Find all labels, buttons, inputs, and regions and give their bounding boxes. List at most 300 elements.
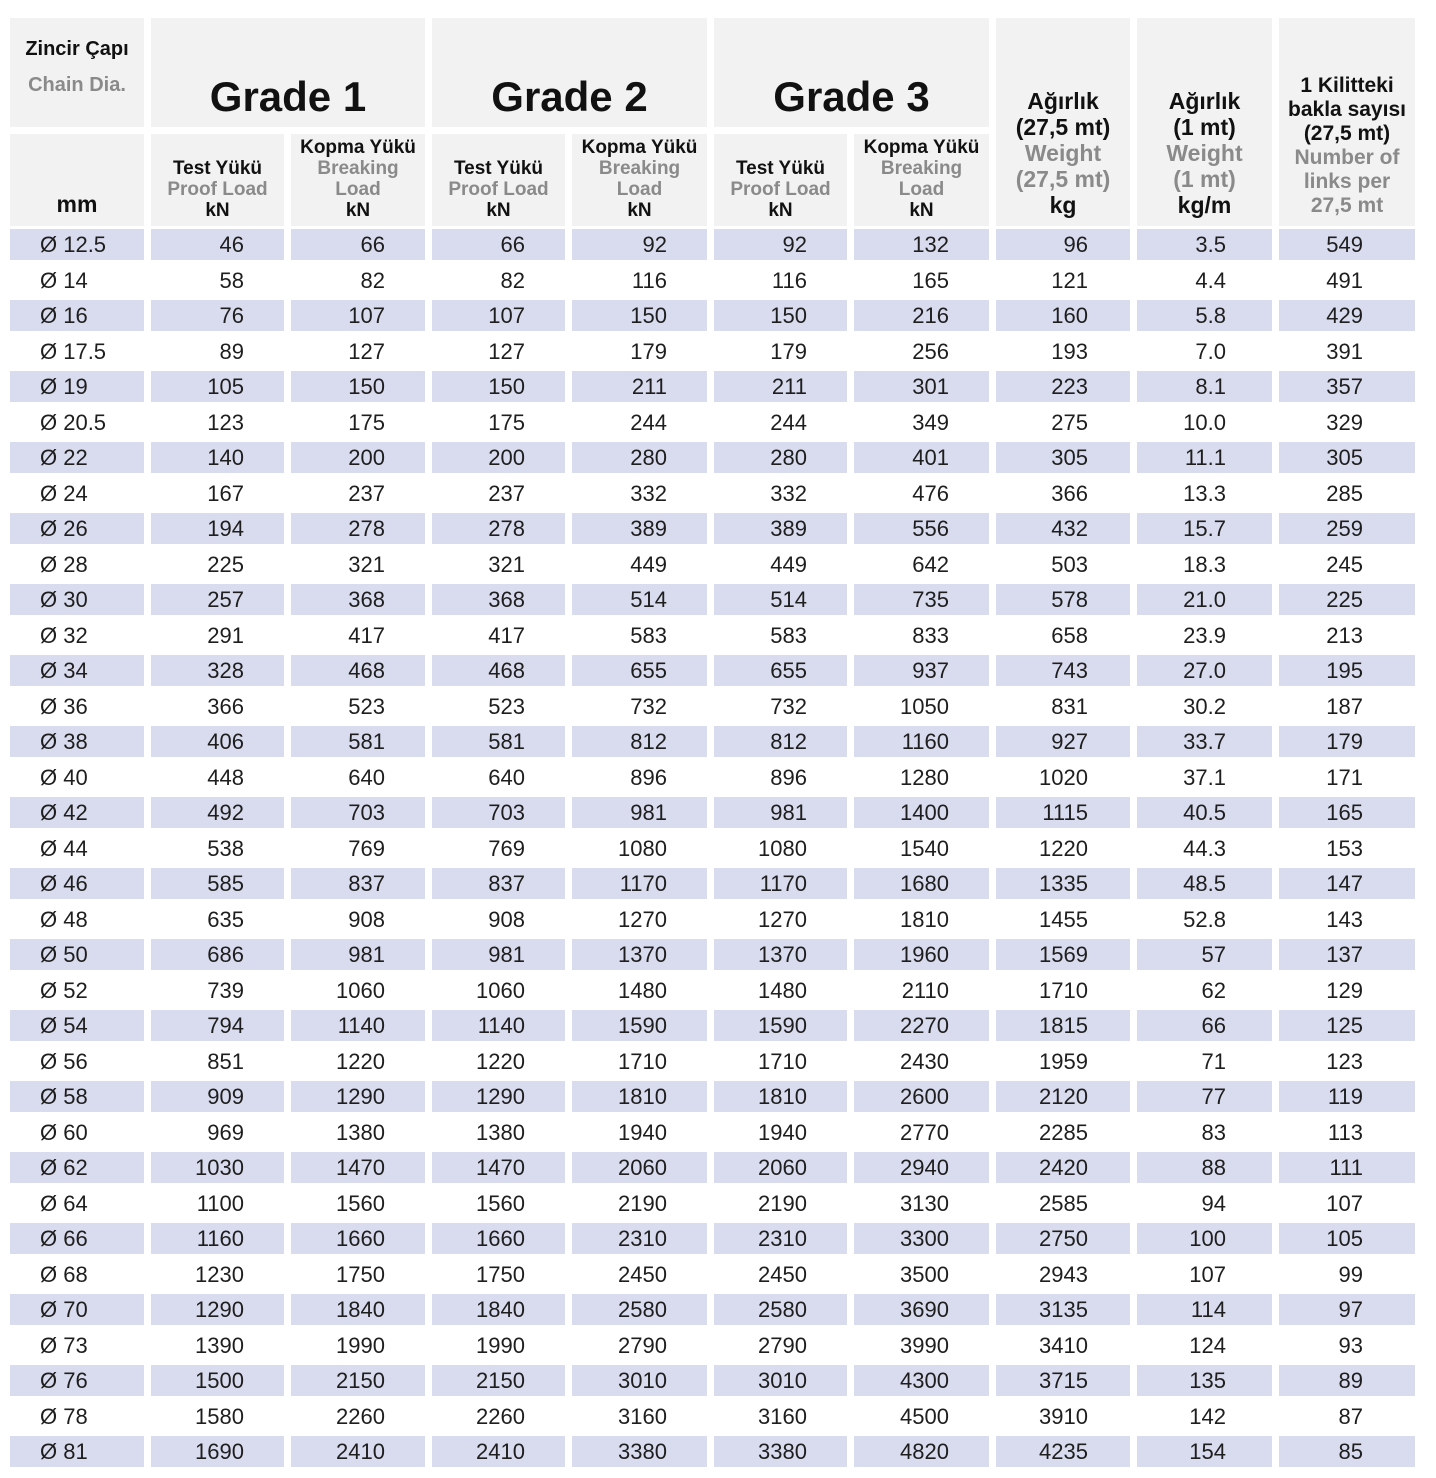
grade-2-breaking-load-cell: 2310 — [572, 1223, 707, 1254]
grade-2-proof-load-cell: 908 — [432, 904, 565, 935]
links-per-27-5-mt-cell: 357 — [1279, 371, 1415, 402]
breaking-load-label-tr: Kopma Yükü — [300, 137, 416, 158]
weight-meter-label-tr-2: (1 mt) — [1173, 114, 1236, 140]
diameter-cell: Ø 36 — [10, 691, 144, 722]
grade-3-breaking-load-cell: 3500 — [854, 1259, 989, 1290]
weight-per-meter-cell: 66 — [1137, 1010, 1272, 1041]
links-per-27-5-mt-cell: 213 — [1279, 620, 1415, 651]
table-row — [0, 582, 1436, 618]
grade-1-breaking-load-cell: 837 — [291, 868, 425, 899]
grade-3-proof-load-cell: 116 — [714, 265, 847, 296]
grade-2-title: Grade 2 — [491, 72, 648, 120]
diameter-cell: Ø 52 — [10, 975, 144, 1006]
grade-3-proof-load-cell: 514 — [714, 584, 847, 615]
links-per-27-5-mt-cell: 153 — [1279, 833, 1415, 864]
grade-2-proof-load-cell: 150 — [432, 371, 565, 402]
breaking-load-unit: kN — [627, 200, 652, 221]
diameter-cell: Ø 28 — [10, 549, 144, 580]
diameter-cell: Ø 68 — [10, 1259, 144, 1290]
grade-2-proof-load-cell: 1560 — [432, 1188, 565, 1219]
chain-diameter-header — [10, 18, 144, 127]
table-row — [0, 1257, 1436, 1293]
grade-1-breaking-load-cell: 1290 — [291, 1081, 425, 1112]
grade-2-proof-load-cell: 1660 — [432, 1223, 565, 1254]
table-row — [0, 476, 1436, 512]
grade-3-proof-load-cell: 389 — [714, 513, 847, 544]
weight-27-5-mt-cell: 223 — [996, 371, 1130, 402]
grade-1-breaking-load-header — [291, 134, 425, 226]
grade-1-breaking-load-cell: 2150 — [291, 1365, 425, 1396]
grade-1-proof-load-cell: 538 — [151, 833, 284, 864]
diameter-cell: Ø 60 — [10, 1117, 144, 1148]
links-per-27-5-mt-cell: 259 — [1279, 513, 1415, 544]
diameter-cell: Ø 58 — [10, 1081, 144, 1112]
grade-1-proof-load-cell: 1100 — [151, 1188, 284, 1219]
grade-2-proof-load-cell: 468 — [432, 655, 565, 686]
table-row — [0, 760, 1436, 796]
grade-1-proof-load-cell: 1160 — [151, 1223, 284, 1254]
grade-2-proof-load-cell: 1380 — [432, 1117, 565, 1148]
proof-load-label-en: Proof Load — [448, 179, 549, 200]
grade-2-breaking-load-cell: 2580 — [572, 1294, 707, 1325]
links-per-27-5-mt-cell: 105 — [1279, 1223, 1415, 1254]
links-per-27-5-mt-cell: 195 — [1279, 655, 1415, 686]
weight-27-5-mt-cell: 3410 — [996, 1330, 1130, 1361]
grade-1-proof-load-header — [151, 134, 284, 226]
diameter-cell: Ø 34 — [10, 655, 144, 686]
grade-3-proof-load-cell: 1480 — [714, 975, 847, 1006]
grade-2-breaking-load-cell: 449 — [572, 549, 707, 580]
grade-1-breaking-load-cell: 769 — [291, 833, 425, 864]
grade-1-proof-load-cell: 291 — [151, 620, 284, 651]
links-per-27-5-mt-cell: 129 — [1279, 975, 1415, 1006]
table-row — [0, 1328, 1436, 1364]
grade-2-breaking-load-cell: 1810 — [572, 1081, 707, 1112]
grade-3-breaking-load-cell: 735 — [854, 584, 989, 615]
weight-27-5-mt-cell: 927 — [996, 726, 1130, 757]
grade-1-breaking-load-cell: 82 — [291, 265, 425, 296]
grade-2-breaking-load-cell: 1710 — [572, 1046, 707, 1077]
breaking-load-label-en-1: Breaking — [880, 158, 963, 179]
links-per-27-5-mt-cell: 85 — [1279, 1436, 1415, 1467]
table-row — [0, 1044, 1436, 1080]
links-per-27-5-mt-cell: 143 — [1279, 904, 1415, 935]
chain-diameter-label-en: Chain Dia. — [28, 74, 126, 96]
links-per-27-5-mt-cell: 391 — [1279, 336, 1415, 367]
grade-1-breaking-load-cell: 368 — [291, 584, 425, 615]
links-label-en-2: links per — [1303, 170, 1391, 193]
grade-3-proof-load-cell: 150 — [714, 300, 847, 331]
grade-1-proof-load-cell: 909 — [151, 1081, 284, 1112]
grade-2-breaking-load-cell: 3160 — [572, 1401, 707, 1432]
grade-1-breaking-load-cell: 200 — [291, 442, 425, 473]
weight-total-unit: kg — [1049, 192, 1077, 218]
grade-1-header — [151, 18, 425, 127]
weight-per-meter-cell: 94 — [1137, 1188, 1272, 1219]
weight-per-meter-cell: 48.5 — [1137, 868, 1272, 899]
weight-per-meter-cell: 33.7 — [1137, 726, 1272, 757]
weight-27-5-mt-cell: 3910 — [996, 1401, 1130, 1432]
breaking-load-unit: kN — [345, 200, 371, 221]
grade-3-proof-load-cell: 92 — [714, 229, 847, 260]
weight-meter-label-en-2: (1 mt) — [1173, 166, 1236, 192]
grade-2-proof-load-cell: 107 — [432, 300, 565, 331]
diameter-cell: Ø 16 — [10, 300, 144, 331]
grade-2-breaking-load-cell: 896 — [572, 762, 707, 793]
grade-2-proof-load-cell: 703 — [432, 797, 565, 828]
grade-3-proof-load-cell: 211 — [714, 371, 847, 402]
weight-meter-unit: kg/m — [1177, 192, 1232, 218]
grade-1-breaking-load-cell: 523 — [291, 691, 425, 722]
grade-1-breaking-load-cell: 278 — [291, 513, 425, 544]
weight-per-meter-cell: 77 — [1137, 1081, 1272, 1112]
grade-2-proof-load-cell: 2260 — [432, 1401, 565, 1432]
grade-1-proof-load-cell: 851 — [151, 1046, 284, 1077]
grade-2-proof-load-cell: 523 — [432, 691, 565, 722]
grade-2-proof-load-cell: 417 — [432, 620, 565, 651]
links-per-27-5-mt-cell: 137 — [1279, 939, 1415, 970]
grade-1-proof-load-cell: 1230 — [151, 1259, 284, 1290]
diameter-cell: Ø 32 — [10, 620, 144, 651]
grade-1-proof-load-cell: 739 — [151, 975, 284, 1006]
weight-per-meter-cell: 5.8 — [1137, 300, 1272, 331]
weight-meter-label-en-1: Weight — [1166, 140, 1243, 166]
table-row — [0, 795, 1436, 831]
weight-27-5-mt-cell: 366 — [996, 478, 1130, 509]
weight-27-5-mt-cell: 432 — [996, 513, 1130, 544]
grade-2-proof-load-cell: 769 — [432, 833, 565, 864]
grade-2-proof-load-header — [432, 134, 565, 226]
weight-per-meter-cell: 13.3 — [1137, 478, 1272, 509]
grade-2-breaking-load-header — [572, 134, 707, 226]
weight-27-5-mt-cell: 275 — [996, 407, 1130, 438]
grade-3-breaking-load-cell: 833 — [854, 620, 989, 651]
weight-per-meter-cell: 15.7 — [1137, 513, 1272, 544]
grade-3-breaking-load-cell: 2110 — [854, 975, 989, 1006]
table-row — [0, 334, 1436, 370]
table-row — [0, 405, 1436, 441]
links-per-27-5-mt-cell: 113 — [1279, 1117, 1415, 1148]
table-row — [0, 1221, 1436, 1257]
grade-1-proof-load-cell: 635 — [151, 904, 284, 935]
grade-3-breaking-load-cell: 1400 — [854, 797, 989, 828]
grade-3-proof-load-cell: 732 — [714, 691, 847, 722]
grade-1-breaking-load-cell: 1560 — [291, 1188, 425, 1219]
diameter-cell: Ø 42 — [10, 797, 144, 828]
proof-load-label-en: Proof Load — [167, 179, 268, 200]
breaking-load-label-en-2: Load — [898, 179, 945, 200]
grade-2-proof-load-cell: 278 — [432, 513, 565, 544]
grade-2-proof-load-cell: 1290 — [432, 1081, 565, 1112]
grade-1-breaking-load-cell: 321 — [291, 549, 425, 580]
grade-3-proof-load-cell: 280 — [714, 442, 847, 473]
grade-3-breaking-load-cell: 256 — [854, 336, 989, 367]
grade-1-proof-load-cell: 1500 — [151, 1365, 284, 1396]
weight-per-meter-cell: 23.9 — [1137, 620, 1272, 651]
grade-3-breaking-load-cell: 3300 — [854, 1223, 989, 1254]
breaking-load-label-en-1: Breaking — [598, 158, 681, 179]
table-row — [0, 1363, 1436, 1399]
links-per-27-5-mt-cell: 549 — [1279, 229, 1415, 260]
grade-1-proof-load-cell: 1580 — [151, 1401, 284, 1432]
diameter-cell: Ø 70 — [10, 1294, 144, 1325]
grade-3-proof-load-cell: 1590 — [714, 1010, 847, 1041]
grade-2-breaking-load-cell: 1270 — [572, 904, 707, 935]
weight-per-meter-cell: 107 — [1137, 1259, 1272, 1290]
weight-27-5-mt-cell: 658 — [996, 620, 1130, 651]
grade-3-breaking-load-cell: 216 — [854, 300, 989, 331]
weight-27-5-mt-cell: 831 — [996, 691, 1130, 722]
grade-1-breaking-load-cell: 175 — [291, 407, 425, 438]
grade-1-breaking-load-cell: 640 — [291, 762, 425, 793]
grade-2-breaking-load-cell: 583 — [572, 620, 707, 651]
grade-1-proof-load-cell: 58 — [151, 265, 284, 296]
grade-1-breaking-load-cell: 127 — [291, 336, 425, 367]
grade-2-proof-load-cell: 2150 — [432, 1365, 565, 1396]
grade-3-breaking-load-cell: 4820 — [854, 1436, 989, 1467]
grade-3-breaking-load-cell: 1810 — [854, 904, 989, 935]
diameter-cell: Ø 62 — [10, 1152, 144, 1183]
grade-2-proof-load-cell: 1470 — [432, 1152, 565, 1183]
grade-1-proof-load-cell: 167 — [151, 478, 284, 509]
grade-2-breaking-load-cell: 3380 — [572, 1436, 707, 1467]
weight-per-meter-cell: 11.1 — [1137, 442, 1272, 473]
grade-3-proof-load-header — [714, 134, 847, 226]
table-row — [0, 263, 1436, 299]
grade-1-breaking-load-cell: 908 — [291, 904, 425, 935]
links-per-27-5-mt-cell: 329 — [1279, 407, 1415, 438]
grade-3-proof-load-cell: 449 — [714, 549, 847, 580]
breaking-load-unit: kN — [909, 200, 934, 221]
grade-1-proof-load-cell: 225 — [151, 549, 284, 580]
links-per-27-5-mt-cell: 187 — [1279, 691, 1415, 722]
table-row — [0, 1079, 1436, 1115]
grade-2-breaking-load-cell: 2190 — [572, 1188, 707, 1219]
grade-3-proof-load-cell: 812 — [714, 726, 847, 757]
grade-1-proof-load-cell: 140 — [151, 442, 284, 473]
links-per-27-5-mt-cell: 491 — [1279, 265, 1415, 296]
diameter-cell: Ø 54 — [10, 1010, 144, 1041]
breaking-load-label-en-2: Load — [335, 179, 381, 200]
grade-3-header — [714, 18, 989, 127]
table-row — [0, 689, 1436, 725]
grade-2-proof-load-cell: 837 — [432, 868, 565, 899]
breaking-load-label-en-1: Breaking — [317, 158, 399, 179]
grade-3-breaking-load-cell: 1160 — [854, 726, 989, 757]
grade-2-breaking-load-cell: 244 — [572, 407, 707, 438]
table-row — [0, 618, 1436, 654]
grade-3-breaking-load-cell: 2270 — [854, 1010, 989, 1041]
links-per-27-5-mt-cell: 93 — [1279, 1330, 1415, 1361]
grade-3-breaking-load-cell: 2600 — [854, 1081, 989, 1112]
grade-3-breaking-load-cell: 1960 — [854, 939, 989, 970]
grade-1-proof-load-cell: 1390 — [151, 1330, 284, 1361]
proof-load-label-tr: Test Yükü — [453, 158, 544, 179]
links-per-27-5-mt-cell: 107 — [1279, 1188, 1415, 1219]
links-per-27-5-mt-cell: 123 — [1279, 1046, 1415, 1077]
grade-3-proof-load-cell: 583 — [714, 620, 847, 651]
table-row — [0, 369, 1436, 405]
diameter-cell: Ø 30 — [10, 584, 144, 615]
weight-per-meter-cell: 135 — [1137, 1365, 1272, 1396]
links-per-27-5-mt-cell: 119 — [1279, 1081, 1415, 1112]
table-row — [0, 440, 1436, 476]
diameter-cell: Ø 73 — [10, 1330, 144, 1361]
grade-1-proof-load-cell: 1030 — [151, 1152, 284, 1183]
grade-1-proof-load-cell: 76 — [151, 300, 284, 331]
grade-2-proof-load-cell: 368 — [432, 584, 565, 615]
weight-per-meter-cell: 114 — [1137, 1294, 1272, 1325]
proof-load-unit: kN — [768, 200, 793, 221]
grade-3-breaking-load-cell: 3130 — [854, 1188, 989, 1219]
grade-1-breaking-load-cell: 1990 — [291, 1330, 425, 1361]
grade-3-proof-load-cell: 3380 — [714, 1436, 847, 1467]
grade-1-proof-load-cell: 686 — [151, 939, 284, 970]
weight-total-label-en-1: Weight — [1024, 140, 1102, 166]
grade-2-proof-load-cell: 127 — [432, 336, 565, 367]
weight-27-5-mt-cell: 1710 — [996, 975, 1130, 1006]
grade-3-breaking-load-cell: 1680 — [854, 868, 989, 899]
proof-load-unit: kN — [486, 200, 511, 221]
links-per-27-5-mt-cell: 87 — [1279, 1401, 1415, 1432]
grade-1-proof-load-cell: 46 — [151, 229, 284, 260]
grade-1-breaking-load-cell: 581 — [291, 726, 425, 757]
grade-3-title: Grade 3 — [773, 72, 930, 120]
table-row — [0, 831, 1436, 867]
grade-1-breaking-load-cell: 2410 — [291, 1436, 425, 1467]
weight-per-meter-cell: 18.3 — [1137, 549, 1272, 580]
grade-3-breaking-load-cell: 556 — [854, 513, 989, 544]
table-row — [0, 973, 1436, 1009]
weight-27-5-mt-cell: 160 — [996, 300, 1130, 331]
grade-1-breaking-load-cell: 1470 — [291, 1152, 425, 1183]
weight-per-meter-cell: 40.5 — [1137, 797, 1272, 828]
weight-per-meter-cell: 44.3 — [1137, 833, 1272, 864]
diameter-cell: Ø 78 — [10, 1401, 144, 1432]
breaking-load-label-tr: Kopma Yükü — [581, 137, 698, 158]
breaking-load-label-en-2: Load — [616, 179, 663, 200]
table-row — [0, 1115, 1436, 1151]
diameter-cell: Ø 76 — [10, 1365, 144, 1396]
weight-per-meter-cell: 62 — [1137, 975, 1272, 1006]
breaking-load-label-tr: Kopma Yükü — [863, 137, 980, 158]
grade-2-proof-load-cell: 321 — [432, 549, 565, 580]
grade-2-breaking-load-cell: 1590 — [572, 1010, 707, 1041]
grade-3-proof-load-cell: 244 — [714, 407, 847, 438]
grade-2-breaking-load-cell: 812 — [572, 726, 707, 757]
weight-27-5-mt-cell: 2750 — [996, 1223, 1130, 1254]
weight-per-meter-cell: 37.1 — [1137, 762, 1272, 793]
grade-2-proof-load-cell: 981 — [432, 939, 565, 970]
grade-3-breaking-load-cell: 1050 — [854, 691, 989, 722]
weight-per-meter-header — [1137, 18, 1272, 226]
grade-3-breaking-load-cell: 301 — [854, 371, 989, 402]
table-row — [0, 937, 1436, 973]
table-row — [0, 1434, 1436, 1470]
links-label-en-1: Number of — [1294, 146, 1400, 169]
grade-2-breaking-load-cell: 981 — [572, 797, 707, 828]
grade-3-breaking-load-cell: 2430 — [854, 1046, 989, 1077]
grade-3-proof-load-cell: 1270 — [714, 904, 847, 935]
weight-per-meter-cell: 3.5 — [1137, 229, 1272, 260]
grade-3-breaking-load-cell: 1540 — [854, 833, 989, 864]
grade-3-proof-load-cell: 179 — [714, 336, 847, 367]
diameter-cell: Ø 40 — [10, 762, 144, 793]
links-per-27-5-mt-cell: 429 — [1279, 300, 1415, 331]
weight-per-meter-cell: 30.2 — [1137, 691, 1272, 722]
diameter-cell: Ø 24 — [10, 478, 144, 509]
weight-per-meter-cell: 21.0 — [1137, 584, 1272, 615]
grade-2-proof-load-cell: 1220 — [432, 1046, 565, 1077]
proof-load-unit: kN — [205, 200, 230, 221]
grade-2-breaking-load-cell: 1080 — [572, 833, 707, 864]
grade-1-title: Grade 1 — [209, 72, 367, 120]
grade-2-breaking-load-cell: 179 — [572, 336, 707, 367]
links-per-27-5-mt-cell: 305 — [1279, 442, 1415, 473]
weight-per-meter-cell: 71 — [1137, 1046, 1272, 1077]
weight-per-meter-cell: 83 — [1137, 1117, 1272, 1148]
grade-2-breaking-load-cell: 2450 — [572, 1259, 707, 1290]
weight-27-5-mt-cell: 503 — [996, 549, 1130, 580]
table-row — [0, 902, 1436, 938]
grade-1-breaking-load-cell: 1220 — [291, 1046, 425, 1077]
grade-1-breaking-load-cell: 1840 — [291, 1294, 425, 1325]
grade-1-proof-load-cell: 366 — [151, 691, 284, 722]
weight-per-meter-cell: 4.4 — [1137, 265, 1272, 296]
grade-3-breaking-load-cell: 476 — [854, 478, 989, 509]
grade-3-breaking-load-cell: 2940 — [854, 1152, 989, 1183]
grade-1-breaking-load-cell: 107 — [291, 300, 425, 331]
links-label-tr-1: 1 Kilitteki — [1300, 74, 1394, 97]
links-per-27-5-mt-cell: 99 — [1279, 1259, 1415, 1290]
grade-3-proof-load-cell: 2450 — [714, 1259, 847, 1290]
weight-27-5-mt-cell: 743 — [996, 655, 1130, 686]
grade-2-proof-load-cell: 640 — [432, 762, 565, 793]
grade-3-proof-load-cell: 1940 — [714, 1117, 847, 1148]
links-per-27-5-mt-cell: 225 — [1279, 584, 1415, 615]
grade-1-breaking-load-cell: 1660 — [291, 1223, 425, 1254]
grade-2-proof-load-cell: 175 — [432, 407, 565, 438]
grade-1-proof-load-cell: 1290 — [151, 1294, 284, 1325]
grade-1-breaking-load-cell: 1380 — [291, 1117, 425, 1148]
grade-1-breaking-load-cell: 2260 — [291, 1401, 425, 1432]
links-label-tr-3: (27,5 mt) — [1303, 122, 1391, 145]
grade-3-proof-load-cell: 1170 — [714, 868, 847, 899]
weight-per-meter-cell: 27.0 — [1137, 655, 1272, 686]
links-per-27-5-mt-cell: 165 — [1279, 797, 1415, 828]
weight-27-5-mt-cell: 1335 — [996, 868, 1130, 899]
links-label-en-3: 27,5 mt — [1310, 194, 1384, 217]
diameter-cell: Ø 56 — [10, 1046, 144, 1077]
diameter-cell: Ø 81 — [10, 1436, 144, 1467]
grade-2-breaking-load-cell: 389 — [572, 513, 707, 544]
weight-27-5-mt-cell: 2943 — [996, 1259, 1130, 1290]
grade-3-proof-load-cell: 1080 — [714, 833, 847, 864]
weight-per-meter-cell: 7.0 — [1137, 336, 1272, 367]
table-row — [0, 1186, 1436, 1222]
unit-mm-label: mm — [56, 191, 98, 217]
weight-27-5-mt-cell: 1020 — [996, 762, 1130, 793]
links-per-27-5-mt-cell: 171 — [1279, 762, 1415, 793]
grade-1-breaking-load-cell: 981 — [291, 939, 425, 970]
grade-2-proof-load-cell: 1990 — [432, 1330, 565, 1361]
weight-27-5-mt-cell: 121 — [996, 265, 1130, 296]
table-row — [0, 547, 1436, 583]
links-per-27-5-mt-cell: 147 — [1279, 868, 1415, 899]
grade-2-breaking-load-cell: 2060 — [572, 1152, 707, 1183]
grade-3-proof-load-cell: 655 — [714, 655, 847, 686]
diameter-cell: Ø 66 — [10, 1223, 144, 1254]
